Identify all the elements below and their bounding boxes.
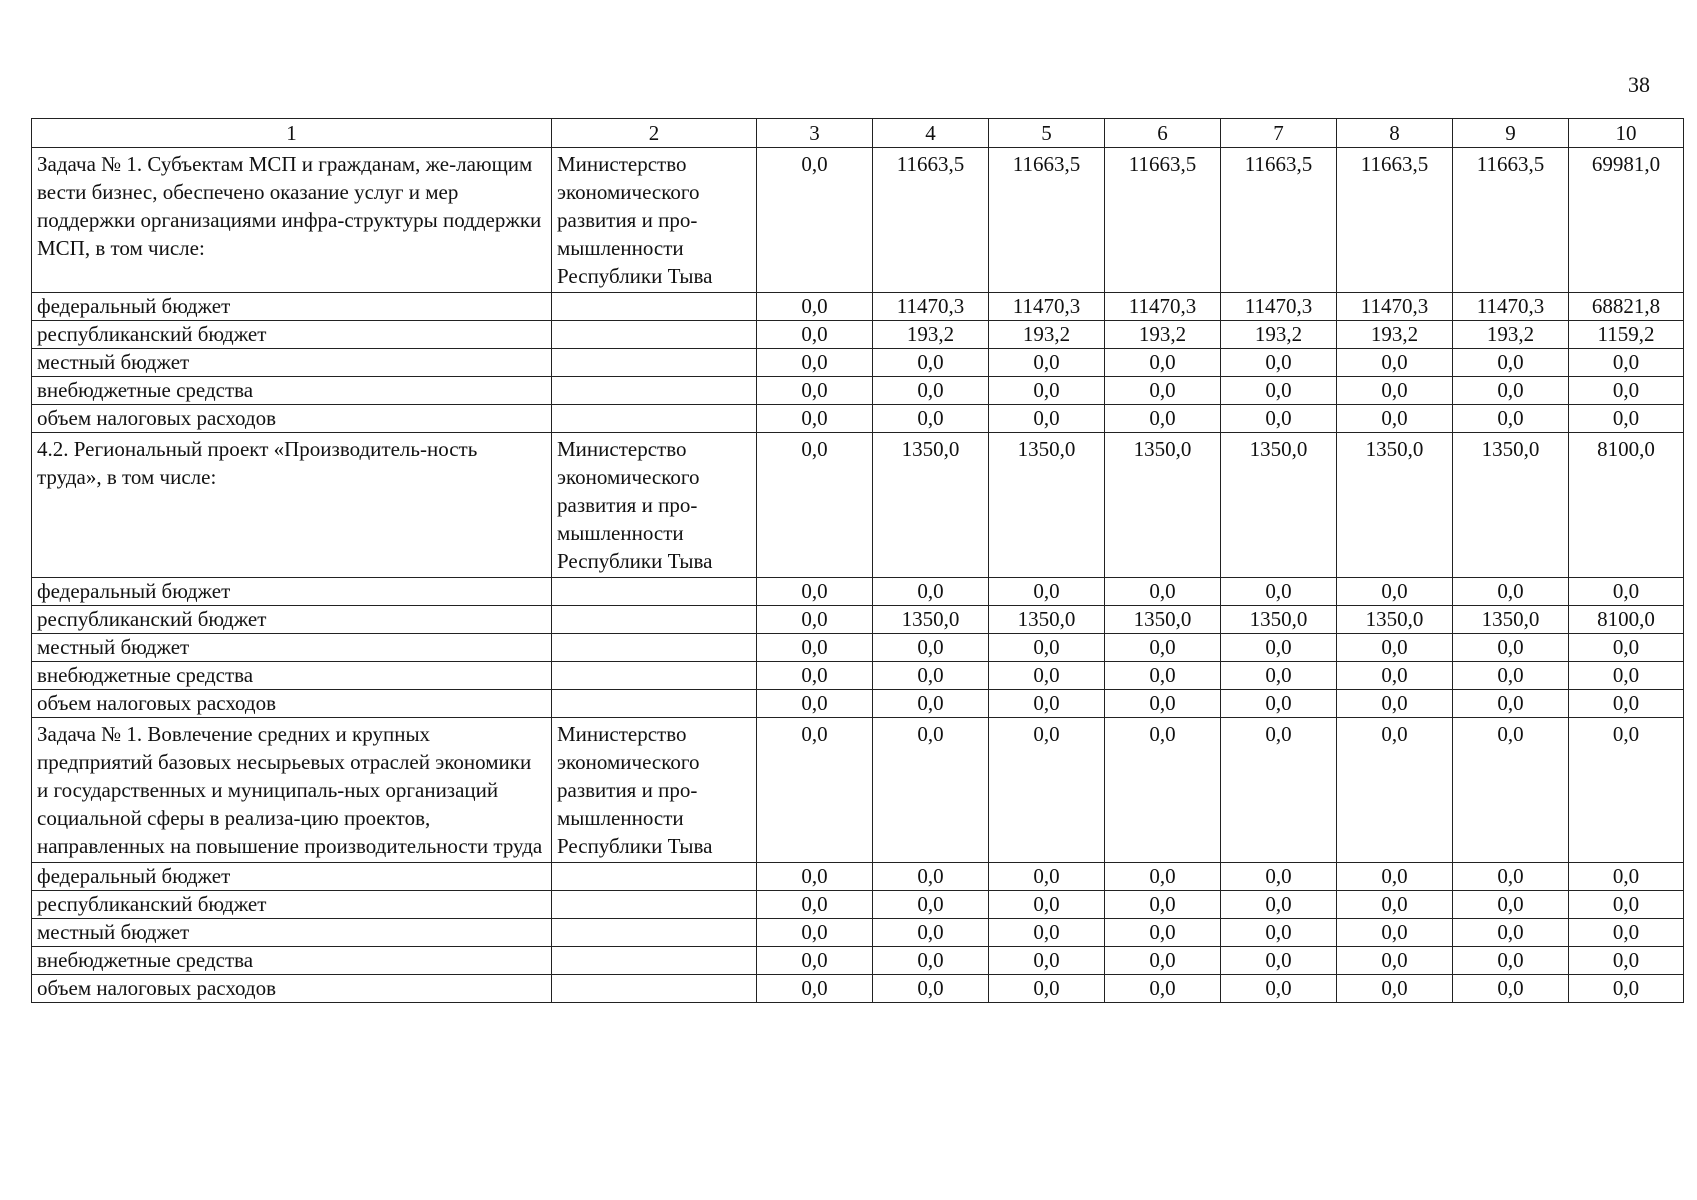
value-cell: 0,0: [1453, 578, 1569, 606]
value-cell: 0,0: [757, 690, 873, 718]
value-cell: 0,0: [1337, 349, 1453, 377]
row-label: местный бюджет: [32, 634, 552, 662]
value-cell: 0,0: [873, 947, 989, 975]
value-cell: 0,0: [1453, 377, 1569, 405]
value-cell: 0,0: [1337, 947, 1453, 975]
value-cell: 11470,3: [873, 293, 989, 321]
value-cell: 11470,3: [1453, 293, 1569, 321]
value-cell: 1350,0: [873, 433, 989, 578]
value-cell: 0,0: [1337, 718, 1453, 863]
value-cell: 0,0: [1337, 405, 1453, 433]
value-cell: 1350,0: [1221, 606, 1337, 634]
value-cell: 0,0: [757, 634, 873, 662]
value-cell: 0,0: [873, 578, 989, 606]
table-header: [32, 119, 1684, 148]
value-cell: 0,0: [1569, 634, 1684, 662]
value-cell: 0,0: [1105, 578, 1221, 606]
row-label: внебюджетные средства: [32, 377, 552, 405]
value-cell: 1159,2: [1569, 321, 1684, 349]
value-cell: 0,0: [1337, 919, 1453, 947]
column-header: 1: [32, 119, 552, 148]
value-cell: 0,0: [1453, 718, 1569, 863]
value-cell: 0,0: [1453, 349, 1569, 377]
row-label: республиканский бюджет: [32, 321, 552, 349]
value-cell: 0,0: [873, 919, 989, 947]
value-cell: 0,0: [1221, 405, 1337, 433]
table-body: [32, 148, 1684, 1003]
value-cell: 0,0: [1453, 947, 1569, 975]
table-row: [32, 975, 1684, 1003]
value-cell: 0,0: [1105, 377, 1221, 405]
value-cell: 0,0: [1453, 975, 1569, 1003]
table-row: [32, 377, 1684, 405]
row-label: республиканский бюджет: [32, 891, 552, 919]
value-cell: 0,0: [873, 690, 989, 718]
value-cell: 0,0: [1337, 662, 1453, 690]
row-label: объем налоговых расходов: [32, 975, 552, 1003]
value-cell: 0,0: [1221, 578, 1337, 606]
task-row: [32, 148, 1684, 293]
value-cell: 1350,0: [873, 606, 989, 634]
value-cell: 8100,0: [1569, 606, 1684, 634]
value-cell: 0,0: [1453, 891, 1569, 919]
value-cell: 1350,0: [1337, 433, 1453, 578]
value-cell: 0,0: [873, 863, 989, 891]
responsible-cell: [552, 863, 757, 891]
responsible-cell: [552, 975, 757, 1003]
value-cell: 0,0: [1105, 349, 1221, 377]
value-cell: 0,0: [1337, 891, 1453, 919]
value-cell: 193,2: [873, 321, 989, 349]
value-cell: 1350,0: [1221, 433, 1337, 578]
responsible-cell: [552, 377, 757, 405]
column-header: 5: [989, 119, 1105, 148]
page-number: 38: [1628, 72, 1650, 97]
value-cell: 0,0: [873, 349, 989, 377]
table-row: [32, 634, 1684, 662]
value-cell: 1350,0: [1105, 606, 1221, 634]
value-cell: 0,0: [1569, 947, 1684, 975]
row-label: внебюджетные средства: [32, 947, 552, 975]
value-cell: 0,0: [989, 690, 1105, 718]
value-cell: 0,0: [1569, 975, 1684, 1003]
value-cell: 0,0: [1569, 718, 1684, 863]
value-cell: 0,0: [757, 919, 873, 947]
row-label: местный бюджет: [32, 919, 552, 947]
value-cell: 0,0: [873, 891, 989, 919]
value-cell: 193,2: [1221, 321, 1337, 349]
value-cell: 0,0: [989, 718, 1105, 863]
table-row: [32, 321, 1684, 349]
value-cell: 0,0: [1337, 377, 1453, 405]
budget-table: [31, 118, 1684, 1003]
value-cell: 11663,5: [1105, 148, 1221, 293]
value-cell: 0,0: [1569, 662, 1684, 690]
table-row: [32, 293, 1684, 321]
value-cell: 0,0: [1453, 405, 1569, 433]
table-row: [32, 919, 1684, 947]
value-cell: 0,0: [757, 433, 873, 578]
value-cell: 1350,0: [989, 433, 1105, 578]
table-row: [32, 405, 1684, 433]
value-cell: 0,0: [1337, 634, 1453, 662]
value-cell: 11663,5: [1221, 148, 1337, 293]
value-cell: 0,0: [989, 891, 1105, 919]
row-label: Задача № 1. Вовлечение средних и крупных предприятий базовых несырьевых отраслей экономики и государственных и муниципаль-ных организаций социальной сферы в реализа-цию проектов, направленных на повышение производительности труда: [32, 718, 552, 863]
value-cell: 0,0: [1105, 718, 1221, 863]
value-cell: 0,0: [989, 919, 1105, 947]
responsible-cell: [552, 293, 757, 321]
value-cell: 0,0: [1453, 919, 1569, 947]
value-cell: 0,0: [1337, 863, 1453, 891]
column-header: 7: [1221, 119, 1337, 148]
value-cell: 193,2: [1453, 321, 1569, 349]
table-row: [32, 891, 1684, 919]
row-label: 4.2. Региональный проект «Производитель-ность труда», в том числе:: [32, 433, 552, 578]
value-cell: 0,0: [1453, 634, 1569, 662]
value-cell: 0,0: [1105, 975, 1221, 1003]
column-header: 9: [1453, 119, 1569, 148]
value-cell: 0,0: [989, 578, 1105, 606]
value-cell: 0,0: [757, 321, 873, 349]
column-header: 4: [873, 119, 989, 148]
row-label: объем налоговых расходов: [32, 690, 552, 718]
value-cell: 1350,0: [1337, 606, 1453, 634]
responsible-cell: Министерство экономического развития и про-мышленности Республики Тыва: [552, 718, 757, 863]
value-cell: 0,0: [873, 377, 989, 405]
row-label: Задача № 1. Субъектам МСП и гражданам, же-лающим вести бизнес, обеспечено оказание услуг и мер поддержки организациями инфра-структуры поддержки МСП, в том числе:: [32, 148, 552, 293]
table-row: [32, 349, 1684, 377]
value-cell: 0,0: [1221, 690, 1337, 718]
responsible-cell: [552, 947, 757, 975]
value-cell: 0,0: [1221, 919, 1337, 947]
value-cell: 0,0: [757, 947, 873, 975]
column-header: 10: [1569, 119, 1684, 148]
responsible-cell: [552, 634, 757, 662]
responsible-cell: [552, 405, 757, 433]
responsible-cell: [552, 321, 757, 349]
value-cell: 0,0: [873, 975, 989, 1003]
column-header: 8: [1337, 119, 1453, 148]
value-cell: 0,0: [1105, 947, 1221, 975]
value-cell: 0,0: [1221, 947, 1337, 975]
value-cell: 0,0: [989, 947, 1105, 975]
value-cell: 11663,5: [1453, 148, 1569, 293]
column-header: 2: [552, 119, 757, 148]
value-cell: 69981,0: [1569, 148, 1684, 293]
value-cell: 0,0: [757, 377, 873, 405]
responsible-cell: Министерство экономического развития и про-мышленности Республики Тыва: [552, 433, 757, 578]
responsible-cell: [552, 690, 757, 718]
value-cell: 0,0: [757, 578, 873, 606]
value-cell: 0,0: [757, 891, 873, 919]
value-cell: 11470,3: [1105, 293, 1221, 321]
value-cell: 0,0: [1221, 662, 1337, 690]
value-cell: 11470,3: [1337, 293, 1453, 321]
value-cell: 0,0: [1569, 405, 1684, 433]
value-cell: 0,0: [1221, 349, 1337, 377]
table-row: [32, 662, 1684, 690]
value-cell: 0,0: [1105, 891, 1221, 919]
value-cell: 0,0: [757, 349, 873, 377]
value-cell: 0,0: [757, 405, 873, 433]
responsible-cell: Министерство экономического развития и про-мышленности Республики Тыва: [552, 148, 757, 293]
value-cell: 0,0: [989, 405, 1105, 433]
row-label: объем налоговых расходов: [32, 405, 552, 433]
value-cell: 0,0: [1221, 634, 1337, 662]
value-cell: 0,0: [1569, 377, 1684, 405]
row-label: республиканский бюджет: [32, 606, 552, 634]
responsible-cell: [552, 606, 757, 634]
value-cell: 0,0: [1453, 863, 1569, 891]
value-cell: 0,0: [757, 863, 873, 891]
value-cell: 0,0: [873, 718, 989, 863]
value-cell: 0,0: [757, 718, 873, 863]
header-row: [32, 119, 1684, 148]
value-cell: 0,0: [1569, 919, 1684, 947]
value-cell: 193,2: [1337, 321, 1453, 349]
table-row: [32, 578, 1684, 606]
column-header: 6: [1105, 119, 1221, 148]
value-cell: 0,0: [873, 662, 989, 690]
table-row: [32, 863, 1684, 891]
value-cell: 0,0: [757, 148, 873, 293]
value-cell: 0,0: [1105, 662, 1221, 690]
value-cell: 0,0: [757, 606, 873, 634]
value-cell: 11470,3: [989, 293, 1105, 321]
task-row: [32, 433, 1684, 578]
table-row: [32, 947, 1684, 975]
responsible-cell: [552, 349, 757, 377]
value-cell: 0,0: [989, 377, 1105, 405]
value-cell: 0,0: [1453, 662, 1569, 690]
value-cell: 1350,0: [989, 606, 1105, 634]
value-cell: 0,0: [873, 405, 989, 433]
value-cell: 0,0: [1221, 975, 1337, 1003]
value-cell: 0,0: [1105, 690, 1221, 718]
value-cell: 0,0: [1569, 349, 1684, 377]
value-cell: 0,0: [1569, 690, 1684, 718]
value-cell: 0,0: [989, 349, 1105, 377]
value-cell: 0,0: [873, 634, 989, 662]
value-cell: 0,0: [1337, 690, 1453, 718]
value-cell: 11663,5: [873, 148, 989, 293]
value-cell: 0,0: [989, 975, 1105, 1003]
row-label: внебюджетные средства: [32, 662, 552, 690]
table-row: [32, 606, 1684, 634]
row-label: местный бюджет: [32, 349, 552, 377]
value-cell: 0,0: [989, 863, 1105, 891]
value-cell: 0,0: [1105, 863, 1221, 891]
value-cell: 0,0: [1105, 919, 1221, 947]
responsible-cell: [552, 662, 757, 690]
value-cell: 193,2: [1105, 321, 1221, 349]
row-label: федеральный бюджет: [32, 293, 552, 321]
value-cell: 193,2: [989, 321, 1105, 349]
value-cell: 0,0: [1337, 578, 1453, 606]
value-cell: 0,0: [1569, 578, 1684, 606]
value-cell: 0,0: [1221, 891, 1337, 919]
responsible-cell: [552, 578, 757, 606]
value-cell: 0,0: [1105, 405, 1221, 433]
value-cell: 0,0: [757, 975, 873, 1003]
row-label: федеральный бюджет: [32, 863, 552, 891]
value-cell: 8100,0: [1569, 433, 1684, 578]
value-cell: 11663,5: [989, 148, 1105, 293]
value-cell: 0,0: [989, 662, 1105, 690]
value-cell: 68821,8: [1569, 293, 1684, 321]
value-cell: 0,0: [757, 293, 873, 321]
value-cell: 11470,3: [1221, 293, 1337, 321]
value-cell: 0,0: [1569, 863, 1684, 891]
row-label: федеральный бюджет: [32, 578, 552, 606]
responsible-cell: [552, 919, 757, 947]
value-cell: 0,0: [1221, 863, 1337, 891]
value-cell: 0,0: [1221, 377, 1337, 405]
responsible-cell: [552, 891, 757, 919]
value-cell: 0,0: [989, 634, 1105, 662]
value-cell: 11663,5: [1337, 148, 1453, 293]
value-cell: 0,0: [1453, 690, 1569, 718]
task-row: [32, 718, 1684, 863]
value-cell: 0,0: [1221, 718, 1337, 863]
table-row: [32, 690, 1684, 718]
value-cell: 0,0: [757, 662, 873, 690]
value-cell: 0,0: [1569, 891, 1684, 919]
column-header: 3: [757, 119, 873, 148]
value-cell: 1350,0: [1453, 433, 1569, 578]
value-cell: 1350,0: [1105, 433, 1221, 578]
value-cell: 0,0: [1105, 634, 1221, 662]
value-cell: 0,0: [1337, 975, 1453, 1003]
value-cell: 1350,0: [1453, 606, 1569, 634]
